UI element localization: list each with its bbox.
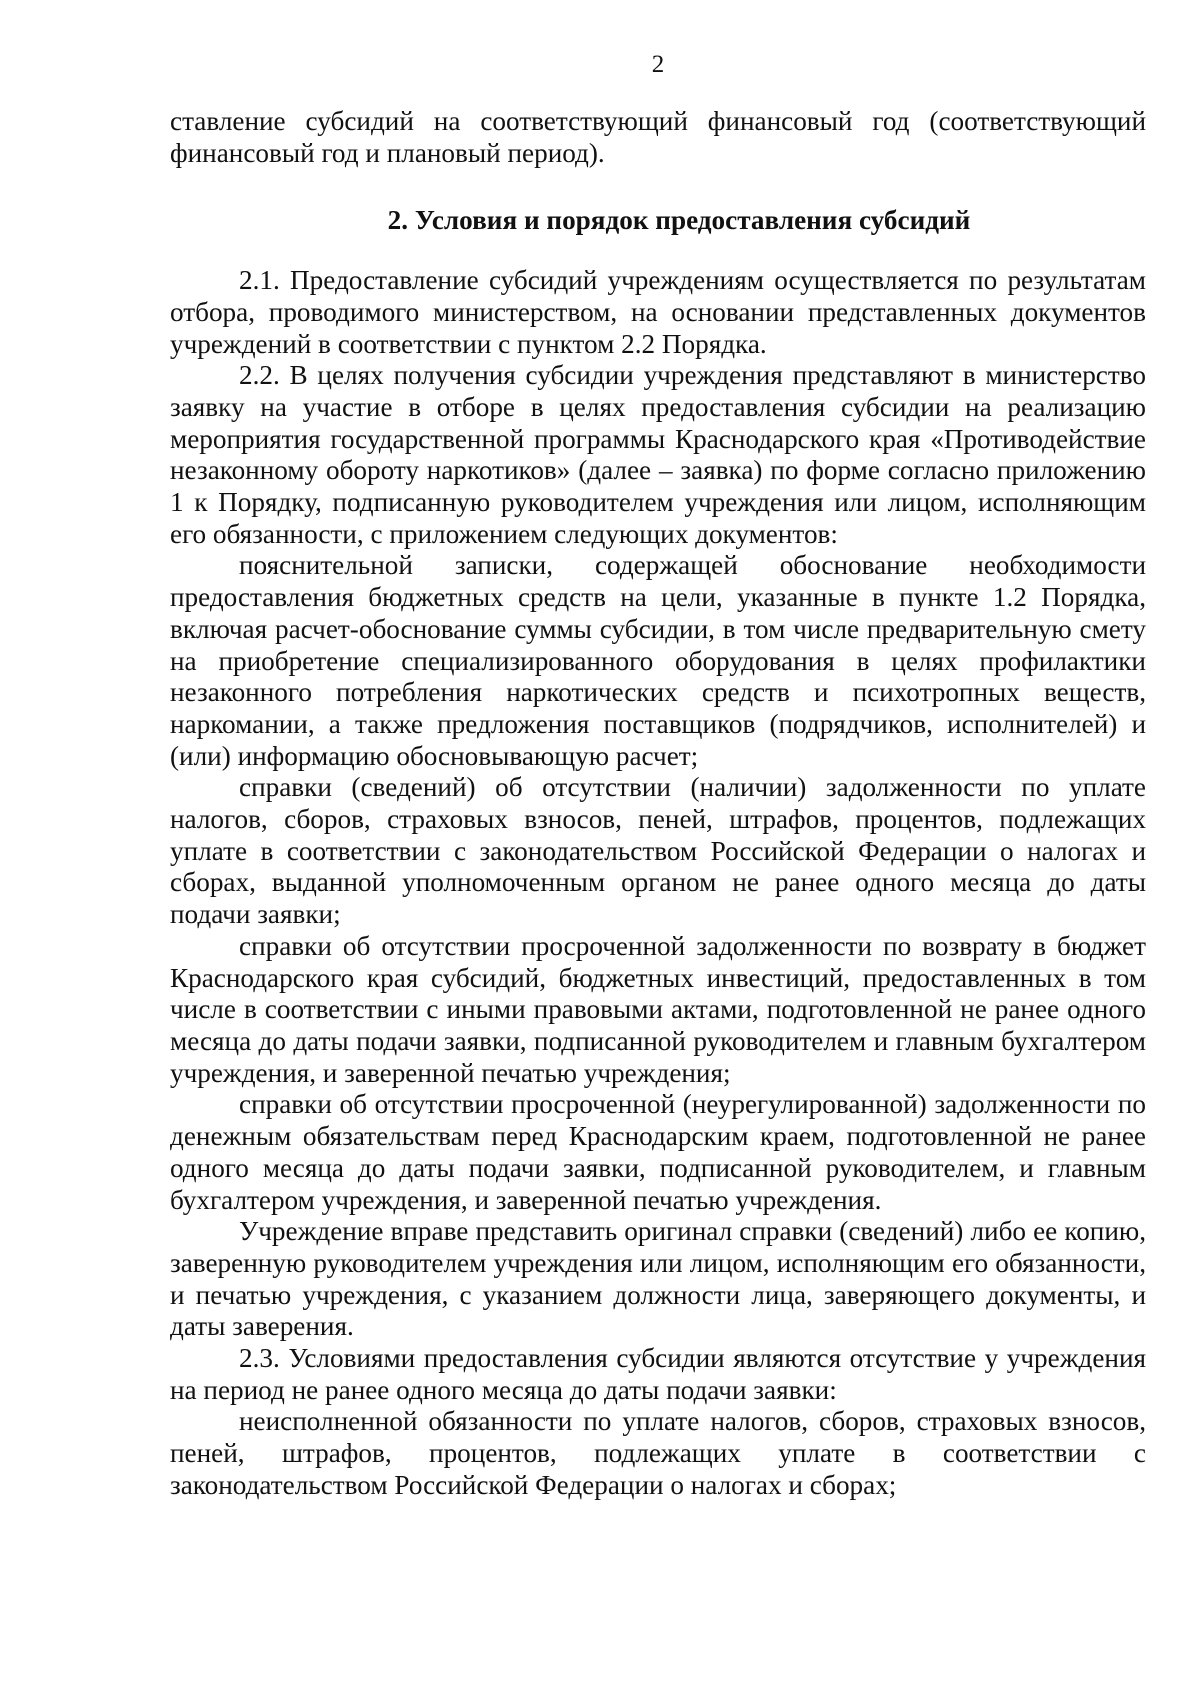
paragraph-2-3: 2.3. Условиями предоставления субсидии являются отсутствие у учреждения на период не ранее одного месяца до даты подачи заявки: <box>170 1343 1146 1405</box>
list-item-tax-debt-certificate: справки (сведений) об отсутствии (наличии) задолженности по уплате налогов, сборов, страховых взносов, пеней, штрафов, процентов, подлежащих уплате в соответствии с законодательством Российской Федерации о налогах и сборах, выданной уполномоченным органом не ранее одного месяца до даты подачи заявки; <box>170 772 1146 930</box>
list-item-budget-debt-certificate: справки об отсутствии просроченной задолженности по возврату в бюджет Краснодарского края субсидий, бюджетных инвестиций, предоставленных в том числе в соответствии с иными правовыми актами, подготовленной не ранее одного месяца до даты подачи заявки, подписанной руководителем и главным бухгалтером учреждения, и заверенной печатью учреждения; <box>170 930 1146 1088</box>
paragraph-2-1: 2.1. Предоставление субсидий учреждениям осуществляется по результатам отбора, проводимого министерством, на основании представленных документов учреждений в соответствии с пунктом 2.2 Порядка. <box>170 265 1146 359</box>
page-number: 2 <box>651 51 665 78</box>
paragraph-original-or-copy: Учреждение вправе представить оригинал справки (сведений) либо ее копию, заверенную руководителем учреждения или лицом, исполняющим его обязанности, и печатью учреждения, с указанием должности лица, заверяющего документы, и даты заверения. <box>170 1216 1146 1342</box>
list-item-monetary-obligations-certificate: справки об отсутствии просроченной (неурегулированной) задолженности по денежным обязательствам перед Краснодарским краем, подготовленной не ранее одного месяца до даты подачи заявки, подписанной руководителем, и главным бухгалтером учреждения, и заверенной печатью учреждения. <box>170 1089 1146 1215</box>
section-heading: 2. Условия и порядок предоставления субсидий <box>387 205 971 236</box>
paragraph-2-2: 2.2. В целях получения субсидии учреждения представляют в министерство заявку на участие в отборе в целях предоставления субсидии на реализацию мероприятия государственной программы Краснодарского края «Противодействие незаконному обороту наркотиков» (далее – заявка) по форме согласно приложению 1 к Порядку, подписанную руководителем учреждения или лицом, исполняющим его обязанности, с приложением следующих документов: <box>170 360 1146 549</box>
continued-paragraph: ставление субсидий на соответствующий финансовый год (соответствующий финансовый год и плановый период). <box>170 106 1146 168</box>
list-item-unfulfilled-tax-obligation: неисполненной обязанности по уплате налогов, сборов, страховых взносов, пеней, штрафов, процентов, подлежащих уплате в соответствии с законодательством Российской Федерации о налогах и сборах; <box>170 1406 1146 1500</box>
list-item-explanatory-note: пояснительной записки, содержащей обоснование необходимости предоставления бюджетных средств на цели, указанные в пункте 1.2 Порядка, включая расчет-обоснование суммы субсидии, в том числе предварительную смету на приобретение специализированного оборудования в целях профилактики незаконного потребления наркотических средств и психотропных веществ, наркомании, а также предложения поставщиков (подрядчиков, исполнителей) и (или) информацию обосновывающую расчет; <box>170 550 1146 771</box>
document-body <box>170 106 1146 1502</box>
